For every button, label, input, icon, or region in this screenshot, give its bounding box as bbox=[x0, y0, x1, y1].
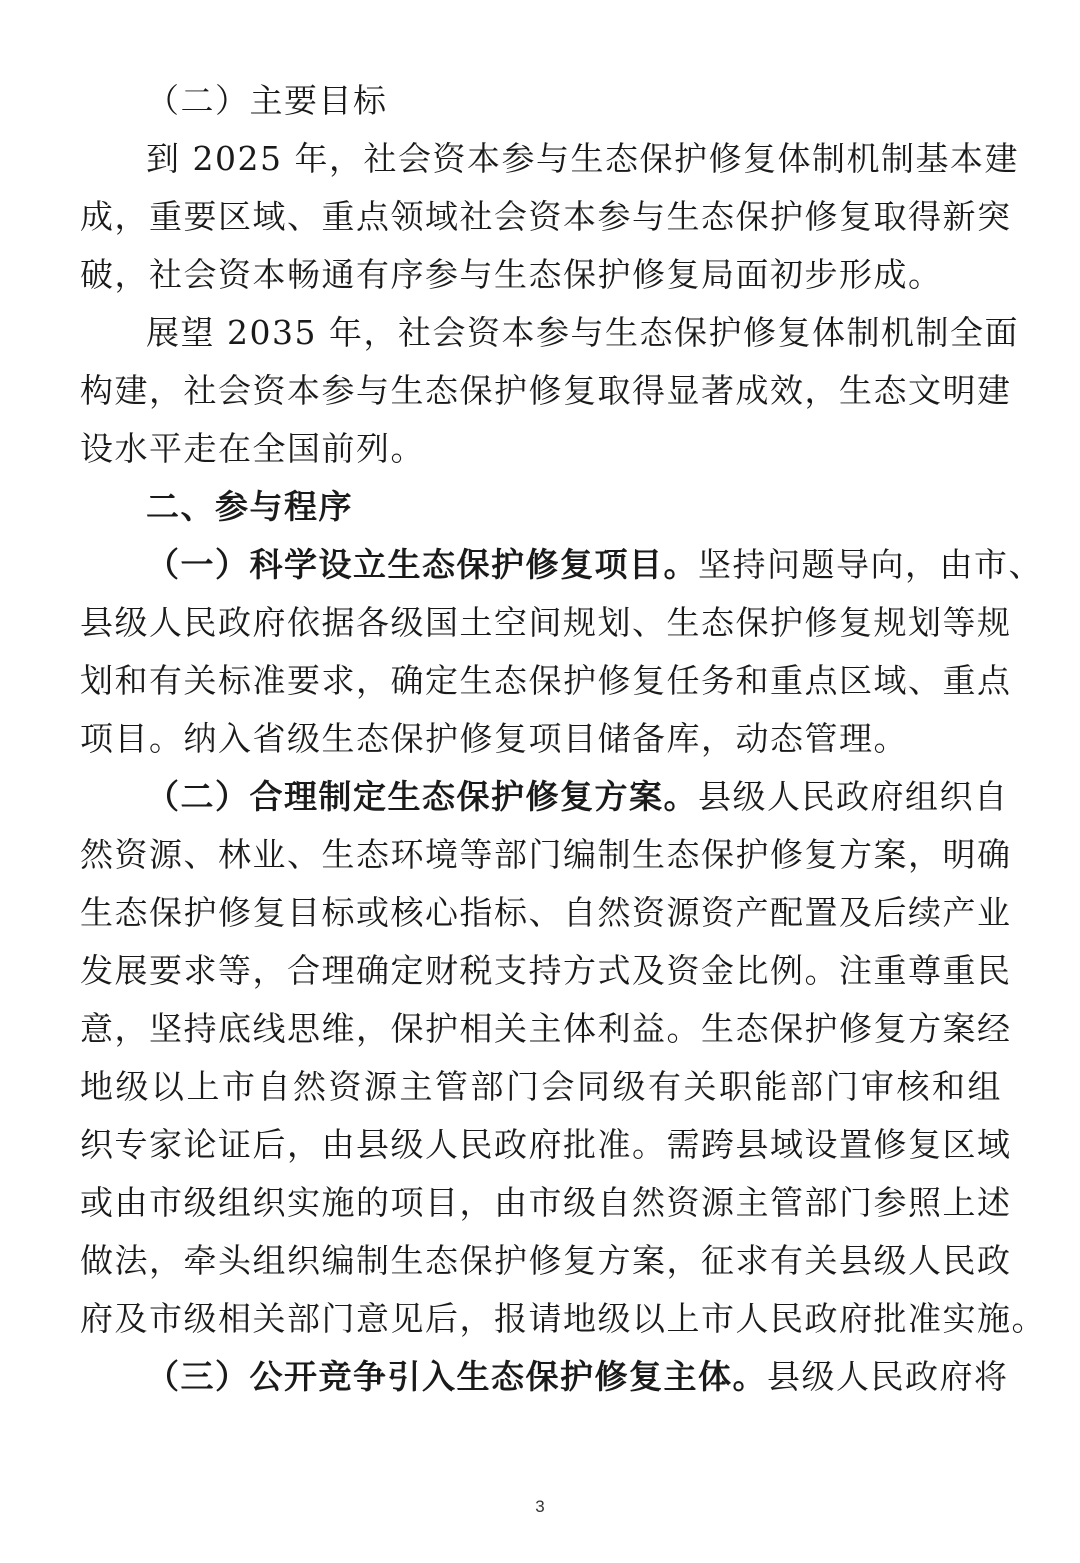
item-text: 县级人民政府将 bbox=[767, 1357, 1009, 1396]
paragraph-line: 到 2025 年，社会资本参与生态保护修复体制机制基本建 bbox=[146, 139, 1019, 178]
document-page bbox=[80, 72, 1046, 1406]
paragraph-line: 做法，牵头组织编制生态保护修复方案，征求有关县级人民政 bbox=[80, 1241, 1012, 1280]
paragraph-line: 发展要求等，合理确定财税支持方式及资金比例。注重尊重民 bbox=[80, 951, 1012, 990]
paragraph-line: 然资源、林业、生态环境等部门编制生态保护修复方案，明确 bbox=[80, 835, 1012, 874]
paragraph-line: 县级人民政府依据各级国土空间规划、生态保护修复规划等规 bbox=[80, 603, 1012, 642]
item-text: 县级人民政府组织自 bbox=[698, 777, 1009, 816]
item-text: 坚持问题导向，由市、 bbox=[698, 545, 1043, 584]
paragraph-line: 划和有关标准要求，确定生态保护修复任务和重点区域、重点 bbox=[80, 661, 1012, 700]
paragraph-line: 成，重要区域、重点领域社会资本参与生态保护修复取得新突 bbox=[80, 197, 1012, 236]
section-heading-participation: 二、参与程序 bbox=[146, 487, 353, 526]
paragraph-line bbox=[80, 536, 1043, 594]
page-number: 3 bbox=[535, 1497, 545, 1516]
paragraph-line: 府及市级相关部门意见后，报请地级以上市人民政府批准实施。 bbox=[80, 1299, 1046, 1338]
item-title: （三）公开竞争引入生态保护修复主体。 bbox=[146, 1357, 767, 1396]
paragraph-line: 展望 2035 年，社会资本参与生态保护修复体制机制全面 bbox=[146, 313, 1019, 352]
paragraph-line: 生态保护修复目标或核心指标、自然资源资产配置及后续产业 bbox=[80, 893, 1012, 932]
section-heading-main-goals: （二）主要目标 bbox=[146, 81, 388, 120]
paragraph-line: 或由市级组织实施的项目，由市级自然资源主管部门参照上述 bbox=[80, 1183, 1012, 1222]
paragraph-line: 破，社会资本畅通有序参与生态保护修复局面初步形成。 bbox=[80, 255, 943, 294]
item-title: （一）科学设立生态保护修复项目。 bbox=[146, 545, 698, 584]
paragraph-line bbox=[80, 1348, 1009, 1406]
paragraph-line: 项目。纳入省级生态保护修复项目储备库，动态管理。 bbox=[80, 719, 908, 758]
item-title: （二）合理制定生态保护修复方案。 bbox=[146, 777, 698, 816]
paragraph-line: 意，坚持底线思维，保护相关主体利益。生态保护修复方案经 bbox=[80, 1009, 1012, 1048]
paragraph-line: 地级以上市自然资源主管部门会同级有关职能部门审核和组 bbox=[80, 1067, 1002, 1106]
paragraph-line bbox=[80, 768, 1009, 826]
paragraph-line: 织专家论证后，由县级人民政府批准。需跨县域设置修复区域 bbox=[80, 1125, 1012, 1164]
paragraph-line: 构建，社会资本参与生态保护修复取得显著成效，生态文明建 bbox=[80, 371, 1012, 410]
paragraph-line: 设水平走在全国前列。 bbox=[80, 429, 425, 468]
